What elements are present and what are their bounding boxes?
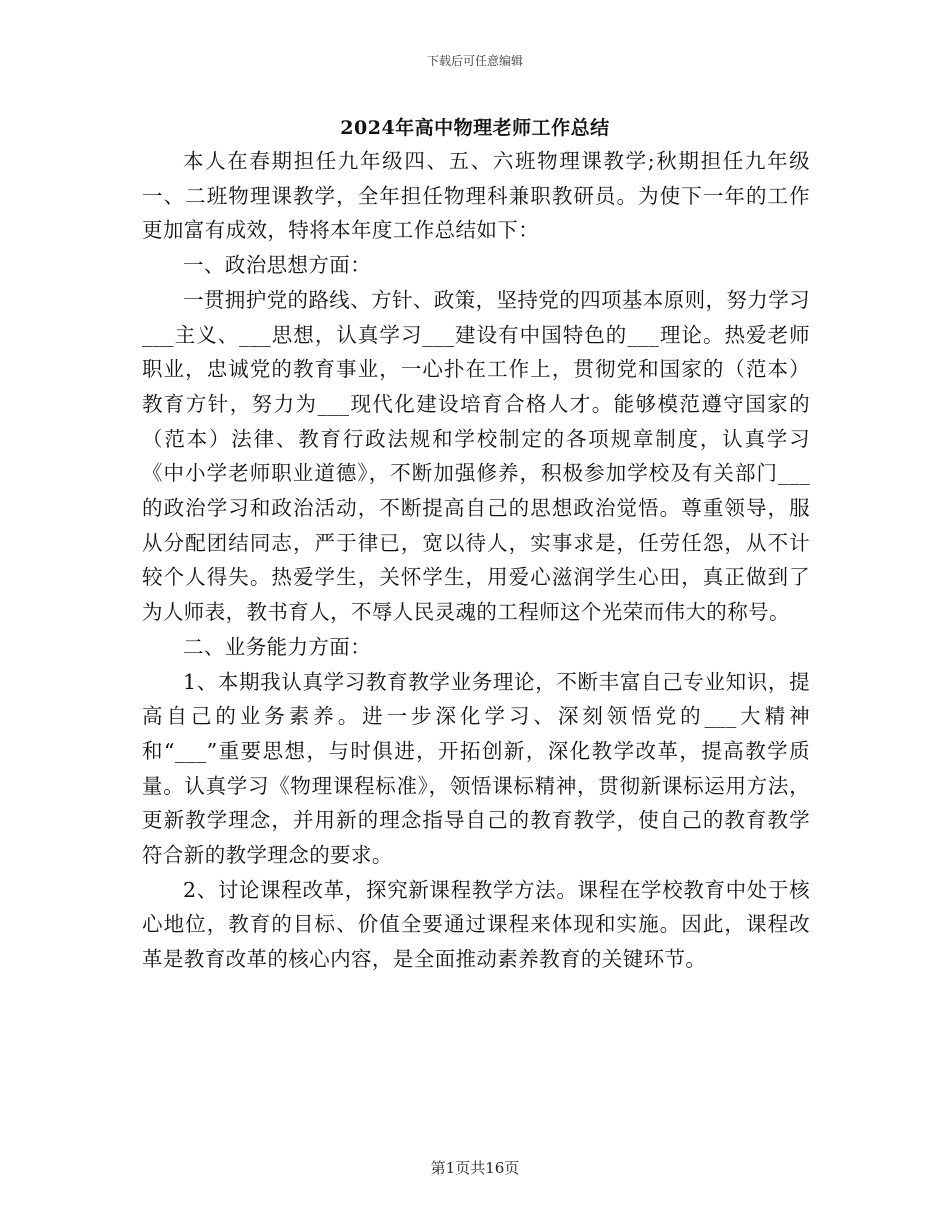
document-body	[142, 144, 810, 977]
section-heading-professional: 二、业务能力方面：	[183, 634, 372, 659]
document-title: 2024年高中物理老师工作总结	[340, 117, 610, 139]
section-heading-political: 一、政治思想方面：	[183, 253, 372, 278]
paragraph-professional-1: 1、本期我认真学习教育教学业务理论，不断丰富自己专业知识，提高自己的业务素养。进一步深化学习、深刻领悟党的___大精神和“___”重要思想，与时俱进，开拓创新，深化教学改革，提高教学质量。认真学习《物理课程标准》，领悟课标精神，贯彻新课标运用方法，更新教学理念，并用新的理念指导自己的教育教学，使自己的教育教学符合新的教学理念的要求。	[142, 669, 810, 868]
page-number: 第1页共16页	[430, 1159, 520, 1177]
paragraph-intro: 本人在春期担任九年级四、五、六班物理课教学;秋期担任九年级一、二班物理课教学，全年担任物理科兼职教研员。为使下一年的工作更加富有成效，特将本年度工作总结如下：	[142, 149, 810, 243]
page-header-note: 下载后可任意编辑	[426, 54, 523, 68]
paragraph-political: 一贯拥护党的路线、方针、政策，坚持党的四项基本原则，努力学习___主义、___思想，认真学习___建设有中国特色的___理论。热爱老师职业，忠诚党的教育事业，一心扑在工作上，贯彻党和国家的（范本）教育方针，努力为___现代化建设培育合格人才。能够模范遵守国家的（范本）法律、教育行政法规和学校制定的各项规章制度，认真学习《中小学老师职业道德》，不断加强修养，积极参加学校及有关部门___的政治学习和政治活动，不断提高自己的思想政治觉悟。尊重领导，服从分配团结同志，严于律已，宽以待人，实事求是，任劳任怨，从不计较个人得失。热爱学生，关怀学生，用爱心滋润学生心田，真正做到了为人师表，教书育人，不辱人民灵魂的工程师这个光荣而伟大的称号。	[142, 287, 810, 625]
paragraph-professional-2: 2、讨论课程改革，探究新课程教学方法。课程在学校教育中处于核心地位，教育的目标、价值全要通过课程来体现和实施。因此，课程改革是教育改革的核心内容，是全面推动素养教育的关键环节。	[142, 877, 810, 972]
